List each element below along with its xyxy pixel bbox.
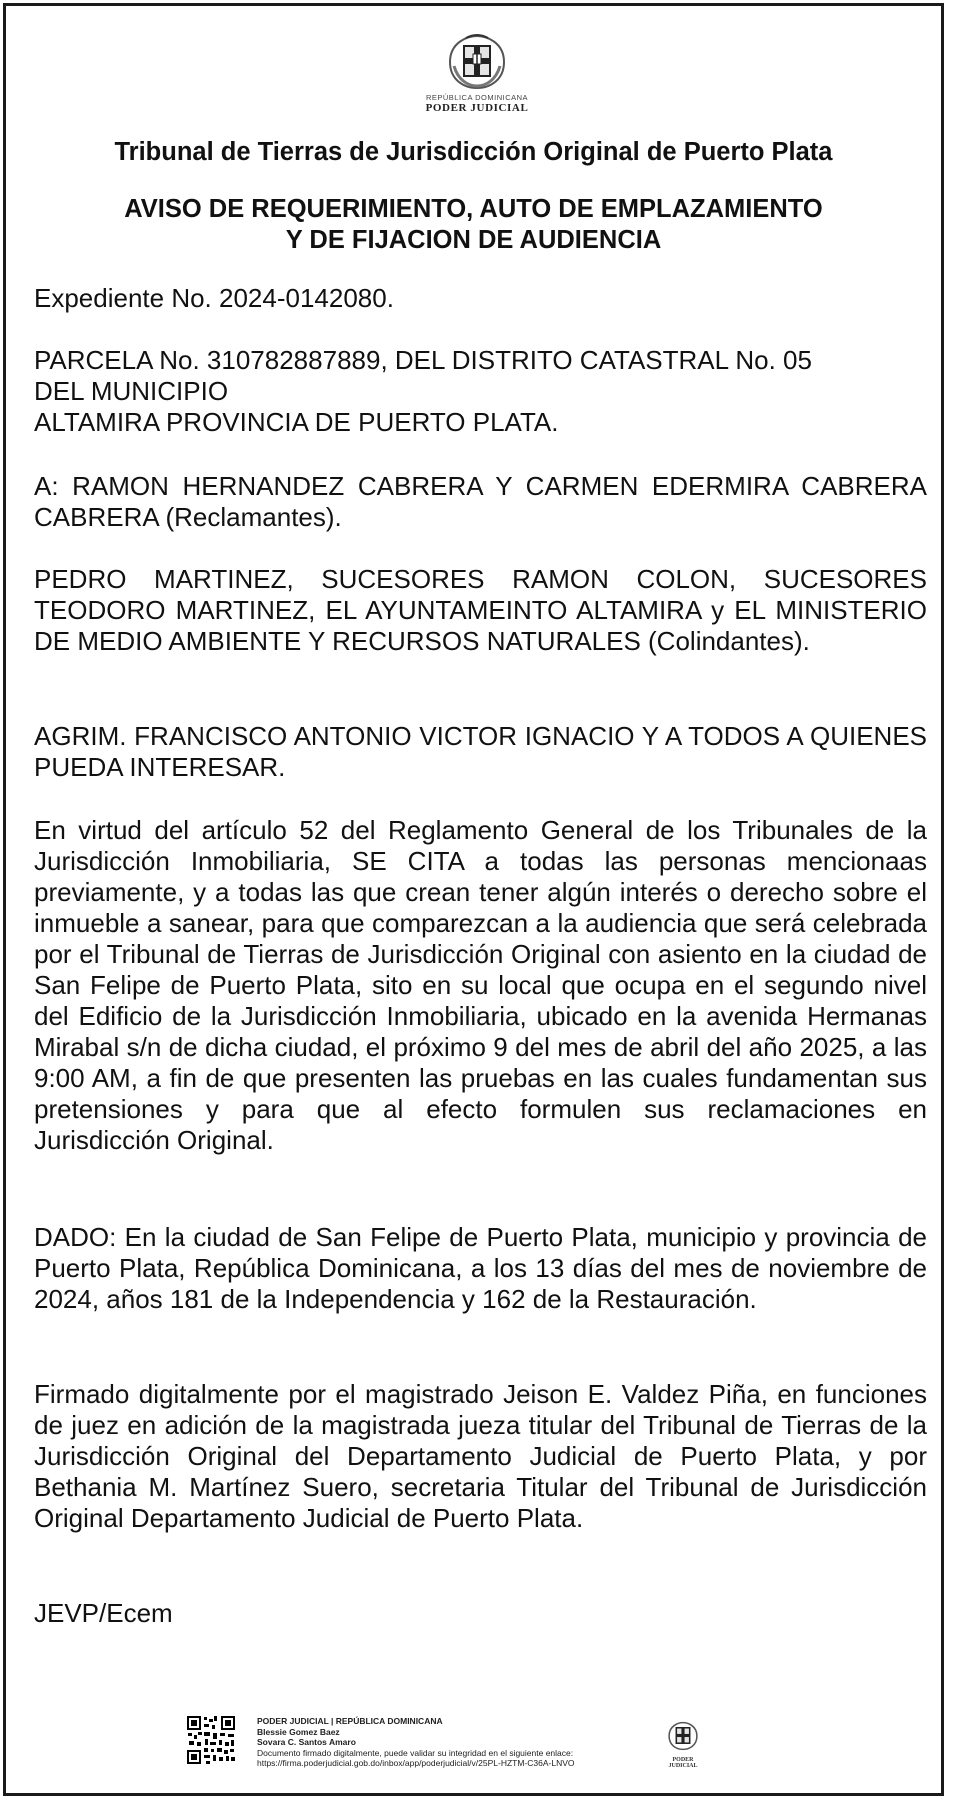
expediente-text: Expediente No. 2024-0142080. <box>34 283 394 313</box>
iniciales-block <box>34 1598 927 1629</box>
footer-seal-org: PODER JUDICIAL <box>668 1757 698 1769</box>
dado-text: DADO: En la ciudad de San Felipe de Puerto Plata, municipio y provincia de Puerto Plata, República Dominicana, a los 13 días del mes de noviembre de 2024, años 181 de la Independencia y 162 de la Restauración. <box>34 1222 927 1314</box>
citacion-block <box>34 815 927 1156</box>
iniciales-text: JEVP/Ecem <box>34 1598 173 1628</box>
footer-signature-text <box>257 1716 575 1769</box>
footer-coat-of-arms-icon <box>666 1720 700 1752</box>
digital-signature-footer <box>186 1715 706 1775</box>
seal-org-text: PODER JUDICIAL <box>425 102 529 114</box>
expediente-number <box>34 283 927 314</box>
footer-org-line: PODER JUDICIAL | REPÚBLICA DOMINICANA <box>257 1716 443 1726</box>
poder-judicial-seal <box>422 32 532 114</box>
qr-code-icon[interactable] <box>186 1715 236 1765</box>
firmado-block <box>34 1379 927 1534</box>
footer-validation-url[interactable]: https://firma.poderjudicial.gob.do/inbox/app/poderjudicial/v/25PL-HZTM-C36A-LNVO <box>257 1758 575 1768</box>
subtitle-line-2: Y DE FIJACION DE AUDIENCIA <box>285 226 662 254</box>
parcela-line-2: DEL MUNICIPIO <box>34 376 229 406</box>
parcela-block <box>34 345 927 438</box>
dado-block <box>34 1222 927 1315</box>
seal-country-text: REPÚBLICA DOMINICANA <box>425 93 529 102</box>
parcela-line-1: PARCELA No. 310782887889, DEL DISTRITO CATASTRAL No. 05 <box>34 345 812 375</box>
parcela-line-3: ALTAMIRA PROVINCIA DE PUERTO PLATA. <box>34 407 559 437</box>
notice-page <box>3 3 944 1796</box>
colindantes-block <box>34 564 927 657</box>
agrimensor-text: AGRIM. FRANCISCO ANTONIO VICTOR IGNACIO Y A TODOS A QUIENES PUEDA INTERESAR. <box>34 721 927 782</box>
footer-validation-note: Documento firmado digitalmente, puede validar su integridad en el siguiente enlace: <box>257 1747 574 1758</box>
reclamantes-block <box>34 471 927 533</box>
citacion-text: En virtud del artículo 52 del Reglamento General de los Tribunales de la Jurisdicción Inmobiliaria, SE CITA a todas las personas mencionaas previamente, y a todas las que crean tener algún interés o derecho sobre el inmueble a sanear, para que comparezcan a la audiencia que será celebrada por el Tribunal de Tierras de Jurisdicción Original con asiento en la ciudad de San Felipe de Puerto Plata, sito en su local que ocupa en el segundo nivel del Edificio de la Jurisdicción Inmobiliaria, ubicado en la avenida Hermanas Mirabal s/n de dicha ciudad, el próximo 9 del mes de abril del año 2025, a las 9:00 AM, a fin de que presenten las pruebas en las cuales fundamentan sus pretensiones y para que al efecto formulen sus reclamaciones en Jurisdicción Original. <box>34 815 927 1155</box>
subtitle-line-1: AVISO DE REQUERIMIENTO, AUTO DE EMPLAZAMIENTO <box>124 195 823 223</box>
agrimensor-block <box>34 721 927 783</box>
court-title: Tribunal de Tierras de Jurisdicción Original de Puerto Plata <box>114 138 833 166</box>
reclamantes-text: A: RAMON HERNANDEZ CABRERA Y CARMEN EDERMIRA CABRERA CABRERA (Reclamantes). <box>34 471 927 532</box>
notice-subtitle <box>6 194 941 256</box>
firmado-text: Firmado digitalmente por el magistrado Jeison E. Valdez Piña, en funciones de juez en adición de la magistrada jueza titular del Tribunal de Tierras de la Jurisdicción Original del Departamento Judicial de Puerto Plata, y por Bethania M. Martínez Suero, secretaria Titular del Tribunal de Jurisdicción Original Departamento Judicial de Puerto Plata. <box>34 1379 927 1533</box>
coat-of-arms-icon <box>444 32 510 92</box>
footer-seal <box>660 1720 706 1769</box>
colindantes-text: PEDRO MARTINEZ, SUCESORES RAMON COLON, SUCESORES TEODORO MARTINEZ, EL AYUNTAMEINTO ALTAMIRA y EL MINISTERIO DE MEDIO AMBIENTE Y RECURSOS NATURALES (Colindantes). <box>34 564 927 656</box>
footer-signer-1: Blessie Gomez Baez <box>257 1726 340 1737</box>
footer-signer-2: Sovara C. Santos Amaro <box>257 1737 356 1747</box>
